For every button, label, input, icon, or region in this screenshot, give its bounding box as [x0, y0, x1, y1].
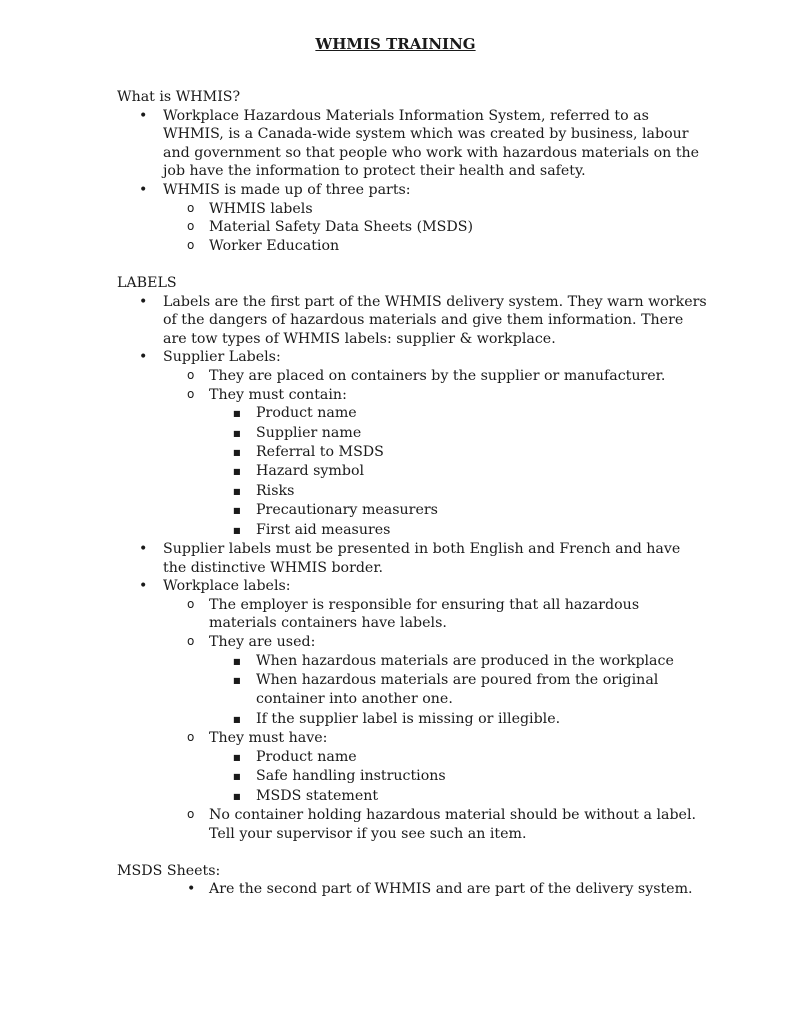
list-item: [163, 200, 717, 219]
text-line: The employer is responsible for ensuring that all hazardous: [209, 596, 640, 613]
section-gap: [117, 255, 717, 274]
list-item: [209, 424, 717, 443]
text-line: WHMIS, is a Canada-wide system which was created by business, labour: [163, 126, 689, 143]
section-heading-labels: LABELS: [117, 274, 177, 291]
item-label: Hazard symbol: [256, 463, 365, 480]
list-item: [117, 348, 717, 540]
list-item: [163, 218, 717, 237]
text-line: Workplace labels:: [163, 578, 291, 595]
square-marker: ■: [233, 467, 241, 477]
supplier-sublist: [163, 367, 717, 540]
list-item: [117, 540, 717, 577]
part-label: Worker Education: [209, 237, 340, 254]
square-marker: ■: [233, 714, 241, 724]
list-item: [209, 710, 717, 729]
item-label: Product name: [256, 405, 357, 422]
list-item: [117, 577, 717, 843]
what-is-whmis-list: [117, 107, 717, 256]
list-item: [117, 181, 717, 255]
list-item: [209, 482, 717, 501]
item-label: Product name: [256, 748, 357, 765]
circle-marker: o: [187, 596, 195, 611]
item-label: Referral to MSDS: [256, 443, 384, 460]
text-line: WHMIS is made up of three parts:: [163, 181, 411, 198]
bullet-marker: •: [139, 107, 148, 124]
list-item: [163, 729, 717, 806]
bullet-marker: •: [139, 349, 148, 366]
item-label: Safe handling instructions: [256, 768, 446, 785]
section-gap: [117, 843, 717, 862]
list-item: [209, 671, 717, 710]
circle-marker: o: [187, 730, 195, 745]
list-item: [209, 767, 717, 786]
text-line: When hazardous materials are poured from the original: [256, 671, 659, 688]
list-item: [209, 404, 717, 423]
text-line: No container holding hazardous material should be without a label.: [209, 806, 696, 823]
square-marker: ■: [233, 752, 241, 762]
square-marker: ■: [233, 525, 241, 535]
square-marker: ■: [233, 675, 241, 685]
list-item: [209, 787, 717, 806]
square-marker: ■: [233, 656, 241, 666]
list-item: [163, 237, 717, 256]
text-line: Tell your supervisor if you see such an item.: [209, 825, 527, 842]
text-line: job have the information to protect their health and safety.: [163, 163, 586, 180]
circle-marker: o: [187, 806, 195, 821]
square-marker: ■: [233, 447, 241, 457]
text-line: container into another one.: [256, 691, 453, 708]
parts-list: [163, 200, 717, 256]
used-when-list: [209, 652, 717, 730]
circle-marker: o: [187, 237, 195, 252]
text-line: the distinctive WHMIS border.: [163, 559, 384, 576]
labels-list: [117, 293, 717, 844]
item-label: When hazardous materials are produced in the workplace: [256, 652, 674, 669]
text-line: of the dangers of hazardous materials and give them information. There: [163, 312, 684, 329]
list-item: [209, 443, 717, 462]
text-line: materials containers have labels.: [209, 615, 447, 632]
item-label: Precautionary measurers: [256, 502, 438, 519]
text-line: Labels are the first part of the WHMIS delivery system. They warn workers: [163, 293, 707, 310]
list-item: [117, 880, 717, 899]
list-item: [163, 367, 717, 386]
circle-marker: o: [187, 386, 195, 401]
text-line: They must have:: [209, 730, 328, 747]
item-label: If the supplier label is missing or illegible.: [256, 710, 561, 727]
list-item: [209, 748, 717, 767]
bullet-marker: •: [139, 181, 148, 198]
list-item: [209, 462, 717, 481]
list-item: [163, 633, 717, 729]
bullet-marker: •: [187, 881, 196, 898]
list-item: [117, 293, 717, 349]
text-line: Supplier Labels:: [163, 349, 281, 366]
text-line: Are the second part of WHMIS and are part of the delivery system.: [209, 881, 693, 898]
page-title: WHMIS TRAINING: [315, 35, 476, 53]
circle-marker: o: [187, 219, 195, 234]
part-label: Material Safety Data Sheets (MSDS): [209, 219, 474, 236]
section-heading-what-is-whmis: What is WHMIS?: [117, 89, 241, 105]
text-line: Supplier labels must be presented in both English and French and have: [163, 540, 681, 557]
list-item: [117, 107, 717, 181]
list-item: [209, 652, 717, 671]
text-line: are tow types of WHMIS labels: supplier & workplace.: [163, 330, 556, 347]
text-line: They are used:: [209, 633, 316, 650]
must-have-list: [209, 748, 717, 806]
item-label: Risks: [256, 482, 295, 499]
text-line: They are placed on containers by the supplier or manufacturer.: [209, 367, 666, 384]
square-marker: ■: [233, 486, 241, 496]
supplier-contents-list: [209, 404, 717, 540]
text-line: and government so that people who work with hazardous materials on the: [163, 144, 700, 161]
list-item: [209, 521, 717, 540]
document-body: [117, 88, 717, 899]
list-item: [163, 806, 717, 843]
part-label: WHMIS labels: [209, 200, 313, 217]
square-marker: ■: [233, 791, 241, 801]
item-label: First aid measures: [256, 521, 391, 538]
msds-list: [117, 880, 717, 899]
text-line: They must contain:: [209, 386, 347, 403]
text-line: Workplace Hazardous Materials Information System, referred to as: [163, 107, 649, 124]
item-label: Supplier name: [256, 424, 362, 441]
section-heading-msds: MSDS Sheets:: [117, 862, 221, 879]
bullet-marker: •: [139, 293, 148, 310]
circle-marker: o: [187, 200, 195, 215]
square-marker: ■: [233, 506, 241, 516]
bullet-marker: •: [139, 578, 148, 595]
list-item: [163, 596, 717, 633]
circle-marker: o: [187, 367, 195, 382]
square-marker: ■: [233, 409, 241, 419]
item-label: MSDS statement: [256, 787, 379, 804]
square-marker: ■: [233, 772, 241, 782]
workplace-sublist: [163, 596, 717, 843]
circle-marker: o: [187, 633, 195, 648]
bullet-marker: •: [139, 540, 148, 557]
square-marker: ■: [233, 428, 241, 438]
list-item: [163, 386, 717, 540]
list-item: [209, 501, 717, 520]
